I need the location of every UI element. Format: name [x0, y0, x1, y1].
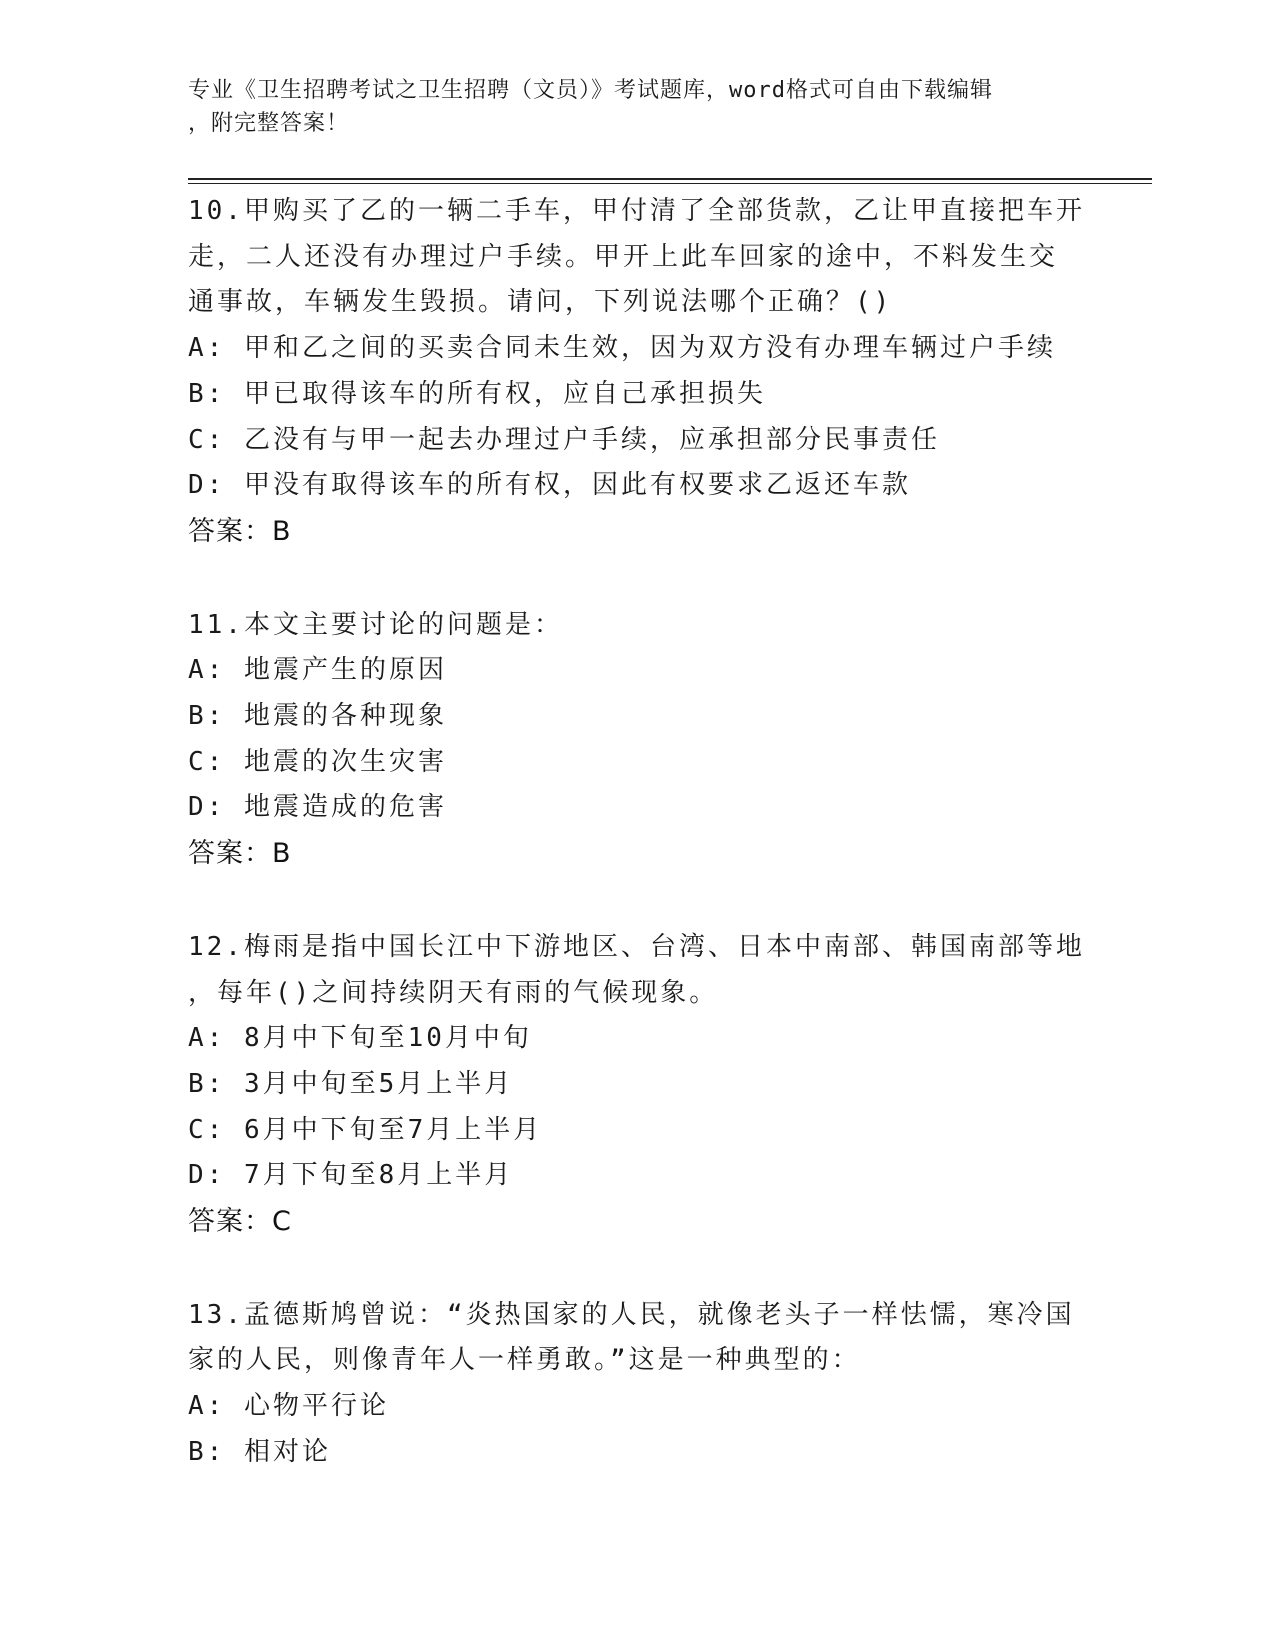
question-stem: 10.甲购买了乙的一辆二手车，甲付清了全部货款，乙让甲直接把车开 [188, 196, 1085, 226]
option-a: A: 地震产生的原因 [188, 655, 447, 686]
option-b: B: 地震的各种现象 [188, 701, 447, 732]
question-stem: ，每年()之间持续阴天有雨的气候现象。 [188, 977, 719, 1008]
document-header [188, 74, 1068, 140]
question-11 [188, 603, 1088, 877]
header-line-2: ，附完整答案！ [188, 111, 350, 136]
option-d: D: 甲没有取得该车的所有权，因此有权要求乙返还车款 [188, 470, 911, 501]
question-stem: 12.梅雨是指中国长江中下游地区、台湾、日本中南部、韩国南部等地 [188, 931, 1085, 962]
question-stem: 13.孟德斯鸠曾说：“炎热国家的人民，就像老头子一样怯懦，寒冷国 [188, 1299, 1075, 1330]
question-stem: 通事故，车辆发生毁损。请问，下列说法哪个正确？() [188, 287, 893, 318]
option-d: D: 7月下旬至8月上半月 [188, 1160, 514, 1191]
option-a: A: 甲和乙之间的买卖合同未生效，因为双方没有办理车辆过户手续 [188, 333, 1056, 364]
question-12 [188, 925, 1088, 1245]
option-c: C: 地震的次生灾害 [188, 746, 447, 777]
answer-label: 答案：C [188, 1206, 292, 1238]
header-divider-bottom [188, 183, 1152, 184]
option-a: A: 心物平行论 [188, 1391, 389, 1422]
question-13 [188, 1293, 1088, 1476]
question-stem: 11.本文主要讨论的问题是： [188, 609, 563, 640]
answer-label: 答案：B [188, 515, 292, 547]
question-stem: 家的人民，则像青年人一样勇敢。”这是一种典型的： [188, 1345, 861, 1376]
question-list [188, 189, 1088, 1524]
option-c: C: 乙没有与甲一起去办理过户手续，应承担部分民事责任 [188, 424, 940, 455]
option-b: B: 相对论 [188, 1436, 331, 1467]
question-10 [188, 189, 1088, 555]
header-line-1: 专业《卫生招聘考试之卫生招聘（文员）》考试题库，word格式可自由下载编辑 [188, 78, 993, 103]
answer-label: 答案：B [188, 838, 292, 870]
option-b: B: 3月中旬至5月上半月 [188, 1068, 514, 1099]
question-stem: 走，二人还没有办理过户手续。甲开上此车回家的途中，不料发生交 [188, 241, 1059, 272]
option-b: B: 甲已取得该车的所有权，应自己承担损失 [188, 378, 766, 409]
option-d: D: 地震造成的危害 [188, 792, 447, 823]
header-divider-top [188, 178, 1152, 180]
option-a: A: 8月中下旬至10月中旬 [188, 1023, 532, 1054]
option-c: C: 6月中下旬至7月上半月 [188, 1114, 543, 1145]
